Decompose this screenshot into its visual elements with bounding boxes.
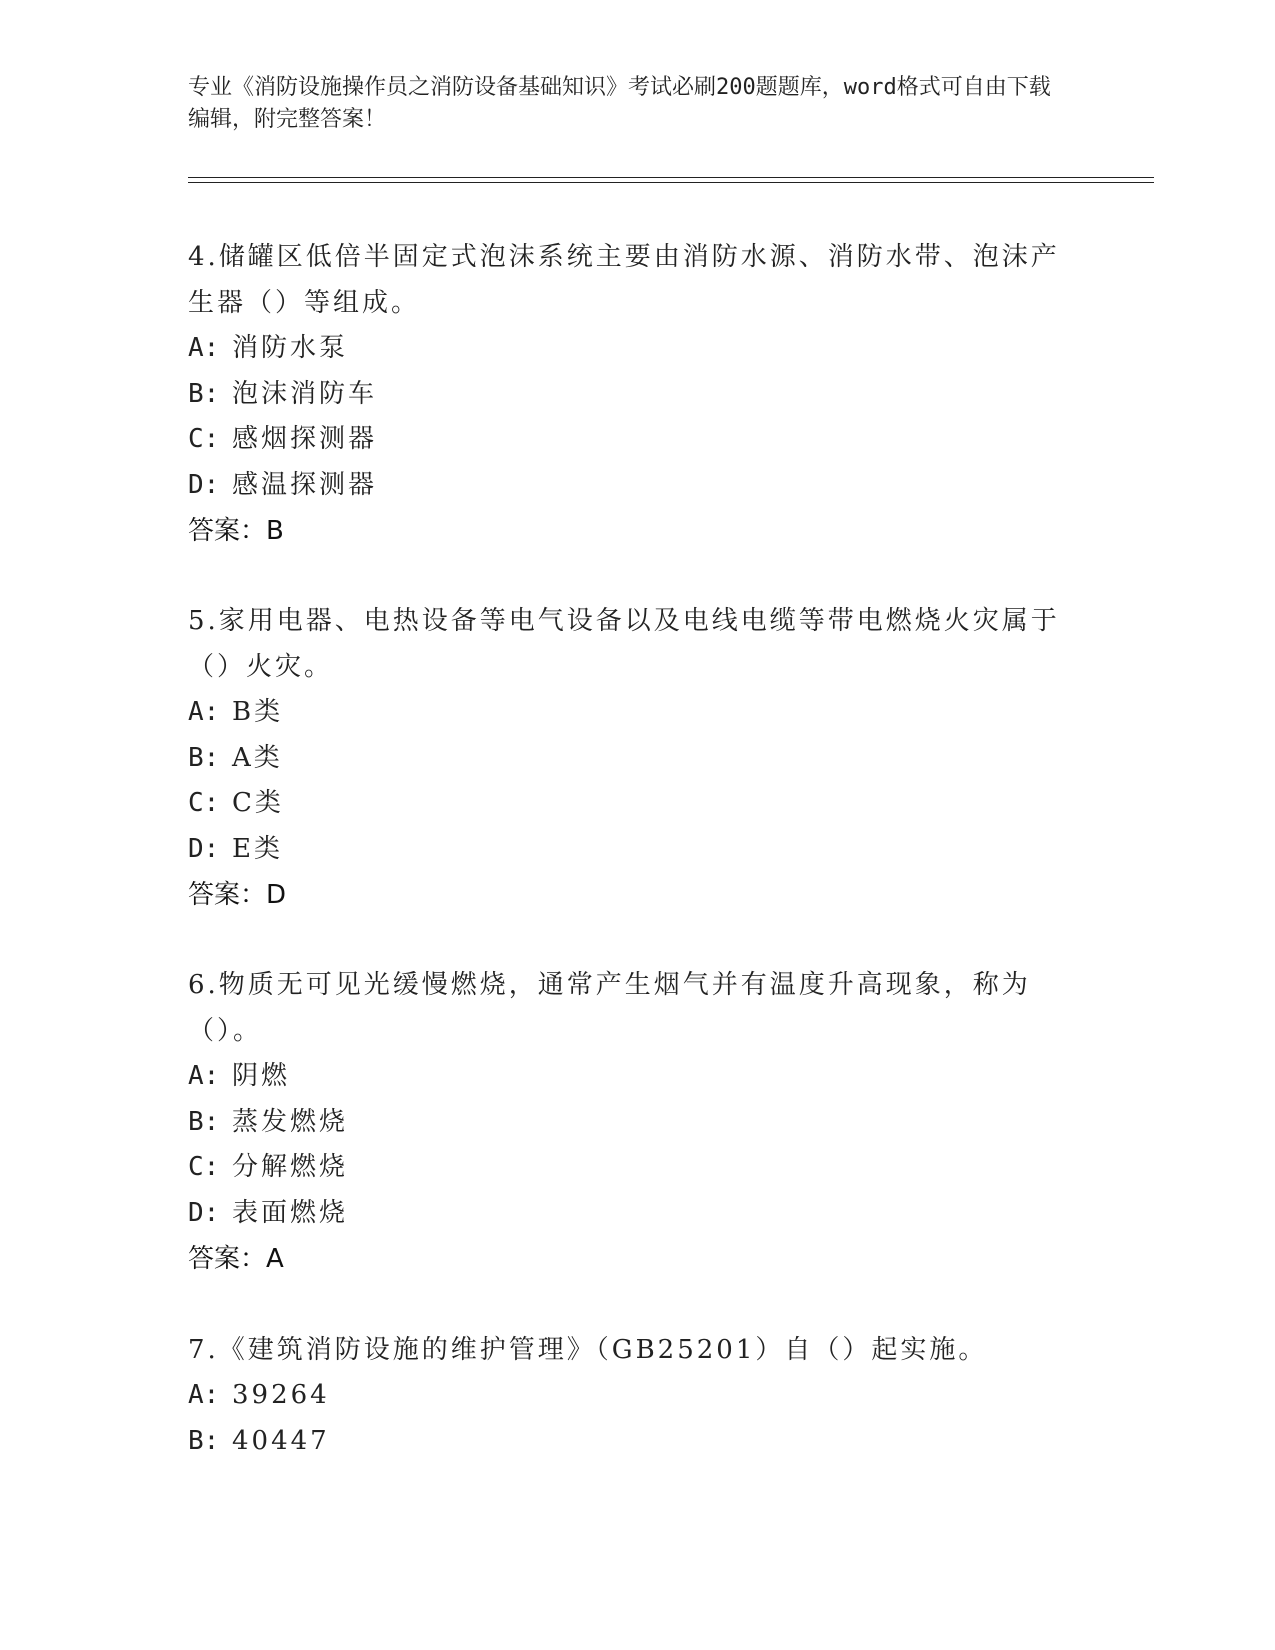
option-a xyxy=(188,690,1068,736)
option-text: 分解燃烧 xyxy=(232,1152,349,1182)
option-text: C类 xyxy=(232,788,284,818)
option-a xyxy=(188,1054,1068,1100)
header-divider-bottom xyxy=(188,182,1154,183)
option-b xyxy=(188,1100,1068,1146)
answer-line: 答案：A xyxy=(188,1244,284,1274)
option-b xyxy=(188,736,1068,782)
option-text: 感温探测器 xyxy=(232,469,378,500)
question-block xyxy=(188,234,1068,554)
question-block xyxy=(188,1327,1068,1464)
option-letter: D: xyxy=(188,1197,220,1228)
question-stem: 5.家用电器、电热设备等电气设备以及电线电缆等带电燃烧火灾属于（）火灾。 xyxy=(188,606,1060,682)
document-header: 专业《消防设施操作员之消防设备基础知识》考试必刷200题题库，word格式可自由下载编辑，附完整答案！ xyxy=(188,75,1051,132)
option-letter: A: xyxy=(188,333,220,363)
option-text: 蒸发燃烧 xyxy=(232,1106,349,1137)
option-a xyxy=(188,326,1068,372)
option-letter: A: xyxy=(188,697,220,727)
option-text: E类 xyxy=(232,833,283,864)
option-text: 阴燃 xyxy=(232,1061,291,1091)
option-letter: A: xyxy=(188,1061,220,1091)
option-d xyxy=(188,463,1068,509)
question-stem: 7.《建筑消防设施的维护管理》（GB25201）自（）起实施。 xyxy=(188,1335,988,1365)
option-text: A类 xyxy=(232,742,283,773)
answer-line: 答案：D xyxy=(188,880,287,910)
option-d xyxy=(188,827,1068,873)
option-text: 消防水泵 xyxy=(232,333,349,363)
option-letter: C: xyxy=(188,424,220,454)
option-text: 39264 xyxy=(232,1380,330,1410)
option-letter: D: xyxy=(188,833,220,864)
option-c xyxy=(188,781,1068,827)
question-stem: 4.储罐区低倍半固定式泡沫系统主要由消防水源、消防水带、泡沫产生器（）等组成。 xyxy=(188,242,1060,318)
header-divider-top xyxy=(188,177,1154,178)
option-letter: C: xyxy=(188,1152,220,1182)
option-letter: B: xyxy=(188,1425,220,1456)
option-text: B类 xyxy=(232,697,284,727)
option-letter: B: xyxy=(188,742,220,773)
question-stem: 6.物质无可见光缓慢燃烧，通常产生烟气并有温度升高现象，称为（）。 xyxy=(188,970,1031,1046)
option-letter: C: xyxy=(188,788,220,818)
option-c xyxy=(188,1145,1068,1191)
option-text: 表面燃烧 xyxy=(232,1197,349,1228)
option-letter: D: xyxy=(188,469,220,500)
question-block xyxy=(188,598,1068,918)
option-b xyxy=(188,372,1068,418)
option-c xyxy=(188,417,1068,463)
option-text: 感烟探测器 xyxy=(232,424,378,454)
option-letter: B: xyxy=(188,1106,220,1137)
option-d xyxy=(188,1191,1068,1237)
option-text: 泡沫消防车 xyxy=(232,378,378,409)
question-block xyxy=(188,962,1068,1282)
answer-line: 答案：B xyxy=(188,516,284,546)
option-letter: B: xyxy=(188,378,220,409)
option-letter: A: xyxy=(188,1380,220,1410)
option-a xyxy=(188,1373,1068,1419)
option-text: 40447 xyxy=(232,1425,330,1456)
option-b xyxy=(188,1419,1068,1465)
